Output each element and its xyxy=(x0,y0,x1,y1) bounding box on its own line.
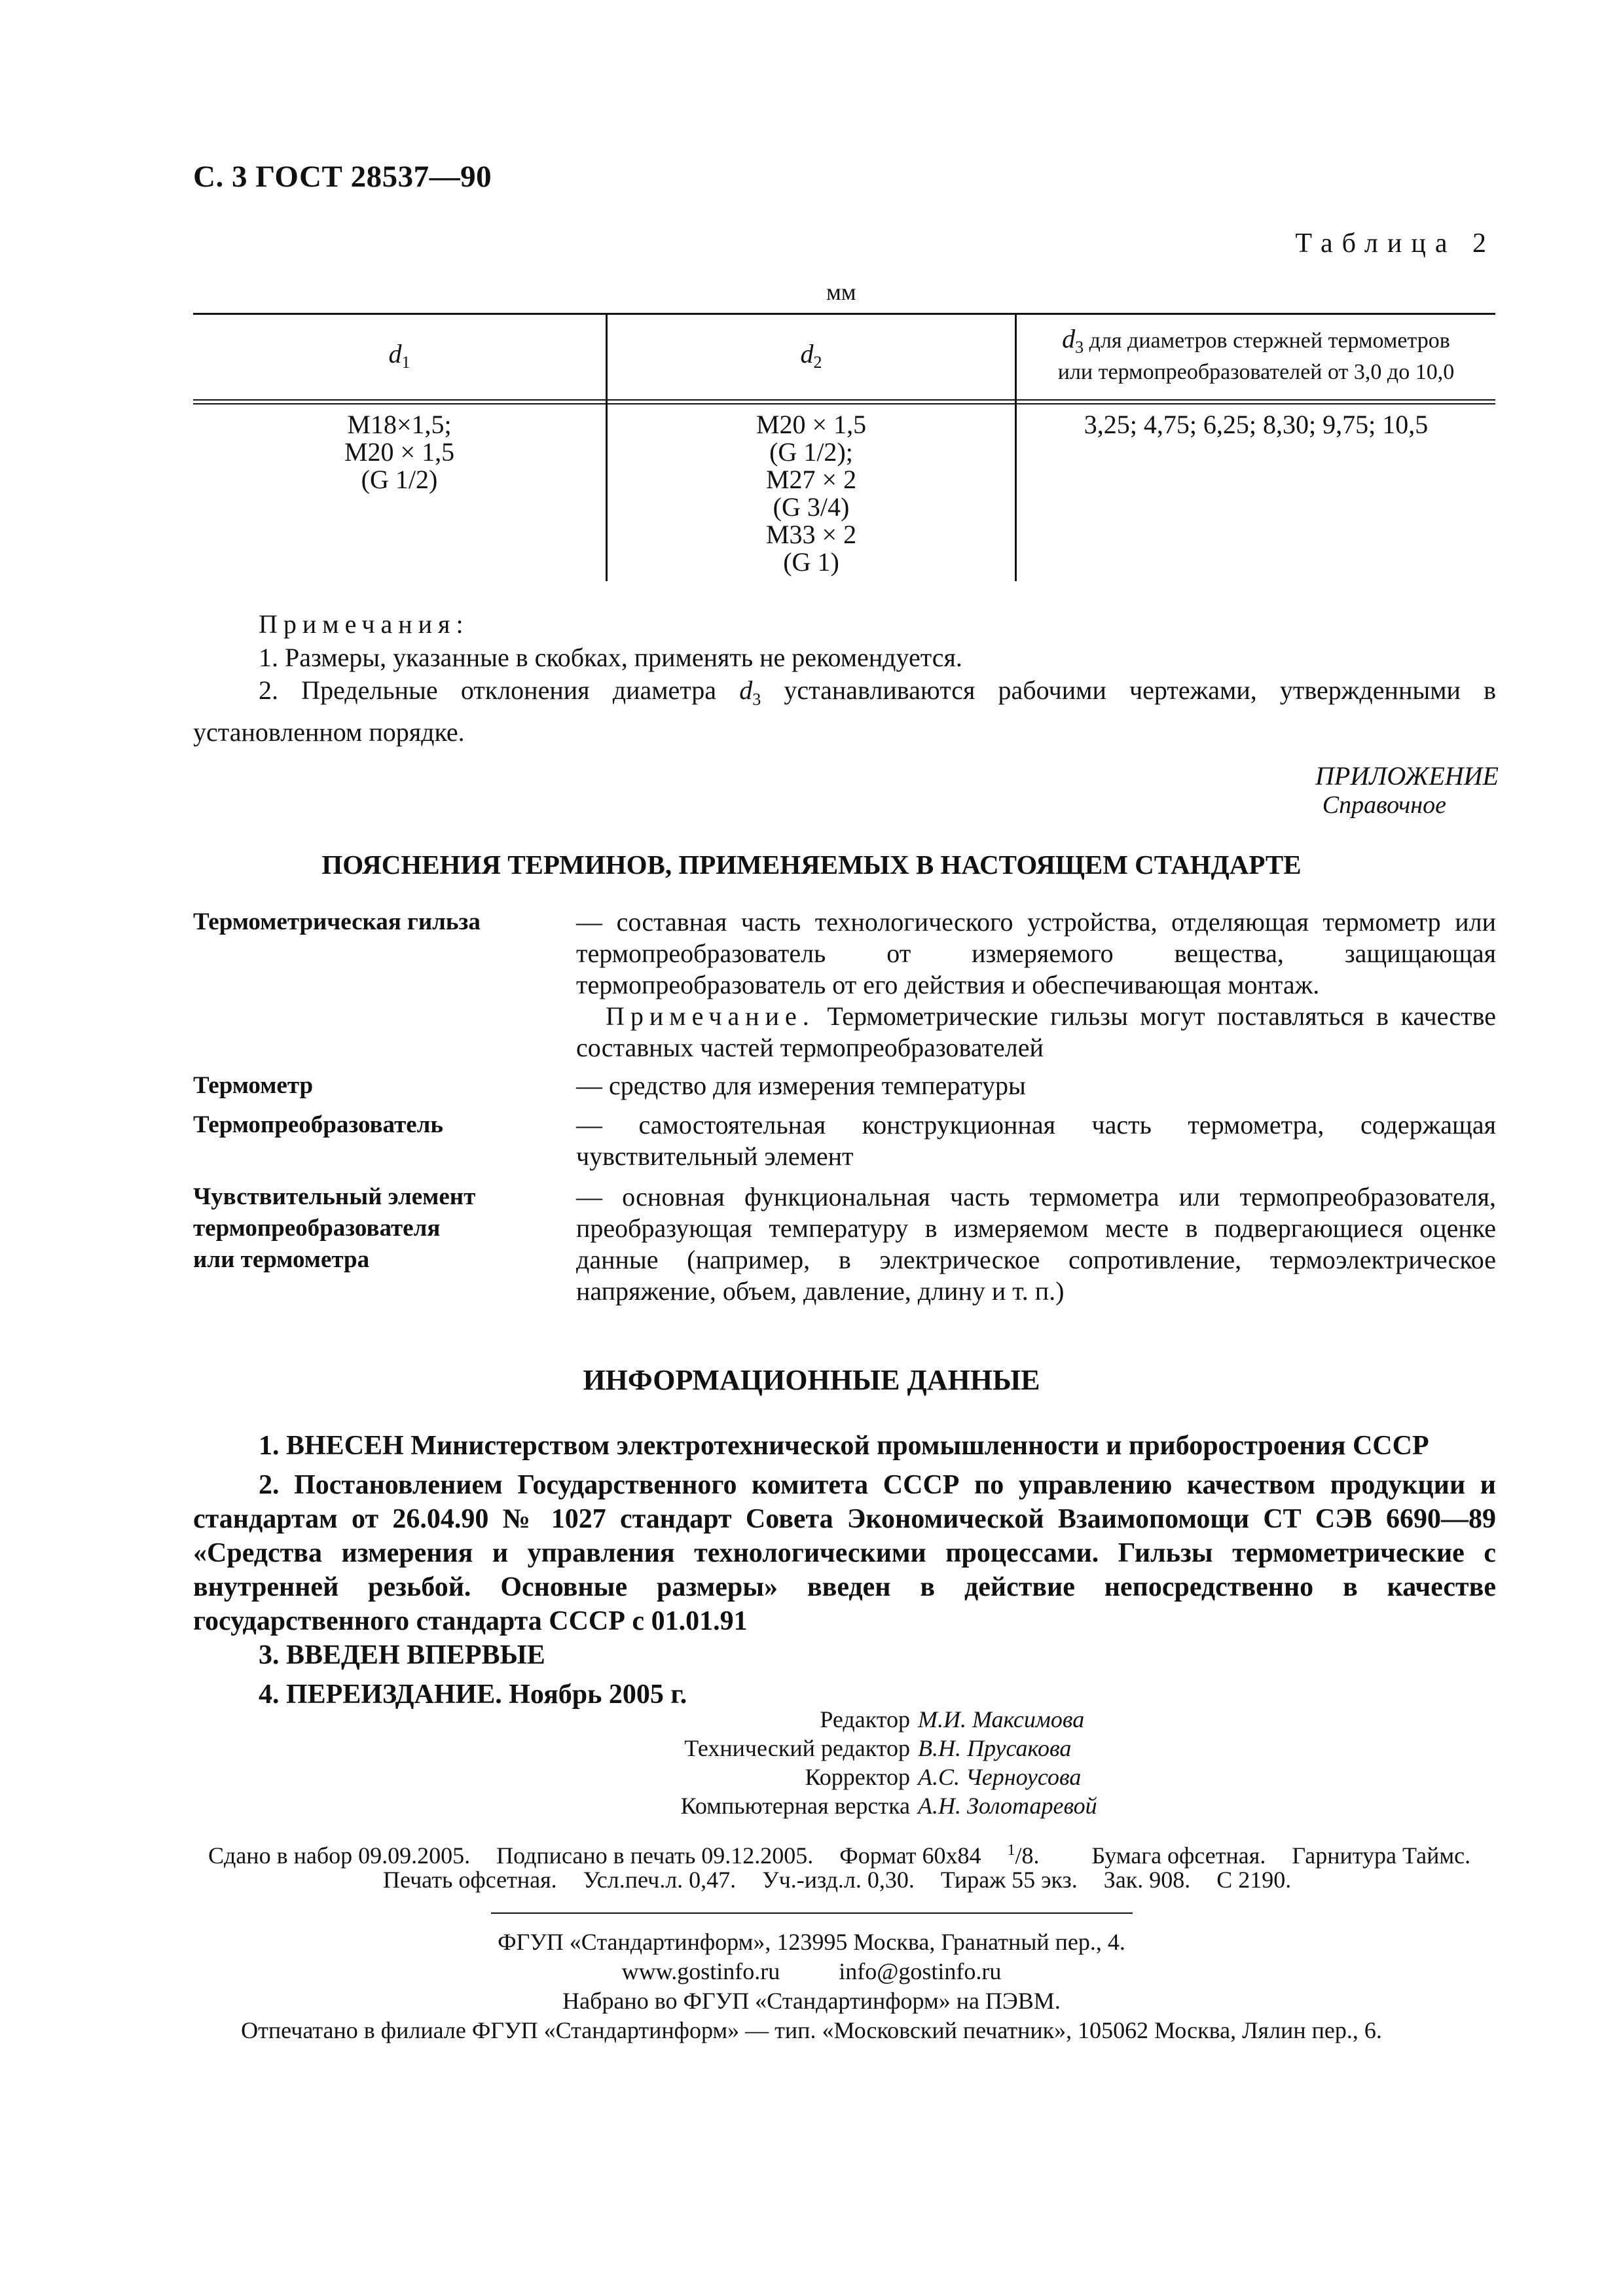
column-header-d3: $d_3$ для диаметров стержней термометров или термопреобразователей от 3,0 до 10,0 xyxy=(1057,323,1455,384)
credit-proofreader: Корректор А.С. Черноусова xyxy=(805,1764,1082,1790)
table-cell-d2: M20 × 1,5 (G 1/2); M27 × 2 (G 3/4) M33 × 2 (G 1) xyxy=(756,410,867,577)
term-thermowell: Термометрическая гильза xyxy=(193,908,481,935)
definition-sensing-element: — основная функциональная часть термометра или термопреобразователя, преобразующая температуру в измеряемом месте в подвергающиеся оценке данные (например, в электрическое сопротивление, термоэлектрическое напряжение, объем, давление, длину и т. п.) xyxy=(576,1182,1496,1306)
info-item-3: 3. ВВЕДЕН ВПЕРВЫЕ xyxy=(259,1640,545,1670)
column-header-d1: $d_1$ xyxy=(388,339,410,372)
credit-tech-editor: Технический редактор В.Н. Прусакова xyxy=(684,1735,1072,1761)
publisher-email[interactable]: info@gostinfo.ru xyxy=(839,1958,1002,1984)
publisher-address: ФГУП «Стандартинформ», 123995 Москва, Гранатный пер., 4. xyxy=(498,1929,1125,1955)
terms-heading: ПОЯСНЕНИЯ ТЕРМИНОВ, ПРИМЕНЯЕМЫХ В НАСТОЯЩЕМ СТАНДАРТЕ xyxy=(321,850,1302,880)
definition-thermowell: — составная часть технологического устройства, отделяющая термометр или термопреобразователь от измеряемого вещества, защищающая термопреобразователь от его действия и обеспечивающая монтаж. Примечание. Термометрические гильзы могут поставляться в качестве составных частей термопреобразователей xyxy=(576,907,1496,1062)
annex-subtitle: Справочное xyxy=(1322,791,1446,819)
credit-editor: Редактор М.И. Максимова xyxy=(820,1706,1085,1732)
dimensions-table xyxy=(193,313,1495,581)
typeset-info: Набрано во ФГУП «Стандартинформ» на ПЭВМ. xyxy=(562,1988,1061,2014)
definition-transducer: — самостоятельная конструкционная часть термометра, содержащая чувствительный элемент xyxy=(576,1110,1496,1171)
info-heading: ИНФОРМАЦИОННЫЕ ДАННЫЕ xyxy=(583,1364,1040,1396)
annex-title: ПРИЛОЖЕНИЕ xyxy=(1315,761,1499,791)
page-header: С. 3 ГОСТ 28537—90 xyxy=(193,160,492,194)
credits-block xyxy=(629,1705,1097,1820)
publisher-contacts xyxy=(0,1957,1623,1986)
footer-separator xyxy=(491,1912,1133,1914)
info-item-1: 1. ВНЕСЕН Министерством электротехнической промышленности и приборостроения СССР xyxy=(259,1431,1429,1461)
printing-house: Отпечатано в филиале ФГУП «Стандартинформ» — тип. «Московский печатник», 105062 Москва, Лялин пер., 6. xyxy=(241,2017,1382,2043)
table-label: Таблица 2 xyxy=(1295,228,1495,259)
definition-thermometer: — средство для измерения температуры xyxy=(576,1071,1026,1100)
print-info-line-2: Печать офсетная. Усл.печ.л. 0,47. Уч.-изд.л. 0,30. Тираж 55 экз. Зак. 908. С 2190. xyxy=(383,1867,1292,1893)
note-2: 2. Предельные отклонения диаметра $d_3$ устанавливаются рабочими чертежами, утвержденными в установленном порядке. xyxy=(193,675,1497,747)
note-1: 1. Размеры, указанные в скобках, применять не рекомендуется. xyxy=(259,643,962,672)
notes-title: Примечания: xyxy=(259,609,469,639)
table-cell-d3: 3,25; 4,75; 6,25; 8,30; 9,75; 10,5 xyxy=(1084,410,1429,439)
table-unit: мм xyxy=(826,279,856,305)
credit-layout: Компьютерная верстка А.Н. Золотаревой xyxy=(680,1793,1097,1819)
publisher-site[interactable]: www.gostinfo.ru xyxy=(621,1958,780,1984)
info-item-4: 4. ПЕРЕИЗДАНИЕ. Ноябрь 2005 г. xyxy=(259,1679,687,1710)
info-item-2: 2. Постановлением Государственного комитета СССР по управлению качеством продукции и стандартам от 26.04.90 № 1027 стандарт Совета Экономической Взаимопомощи СТ СЭВ 6690—89 «Средства измерения и управления технологическими процессами. Гильзы термометрические с внутренней резьбой. Основные размеры» введен в действие непосредственно в качестве государственного стандарта СССР с 01.01.91 xyxy=(193,1470,1496,1636)
term-transducer: Термопреобразователь xyxy=(193,1111,443,1138)
term-thermometer: Термометр xyxy=(193,1072,314,1099)
table-header-rule-2 xyxy=(193,403,1495,404)
table-cell-d1: M18×1,5; M20 × 1,5 (G 1/2) xyxy=(344,410,455,494)
term-sensing-element: Чувствительный элемент термопреобразователя или термометра xyxy=(193,1183,476,1273)
column-header-d2: $d_2$ xyxy=(800,339,822,372)
table-header-rule-1 xyxy=(193,399,1495,401)
print-info-line-1: Сдано в набор 09.09.2005. Подписано в печать 09.12.2005. Формат 60x84 $^1$/8. Бумага офсетная. Гарнитура Таймс. xyxy=(208,1842,1471,1869)
